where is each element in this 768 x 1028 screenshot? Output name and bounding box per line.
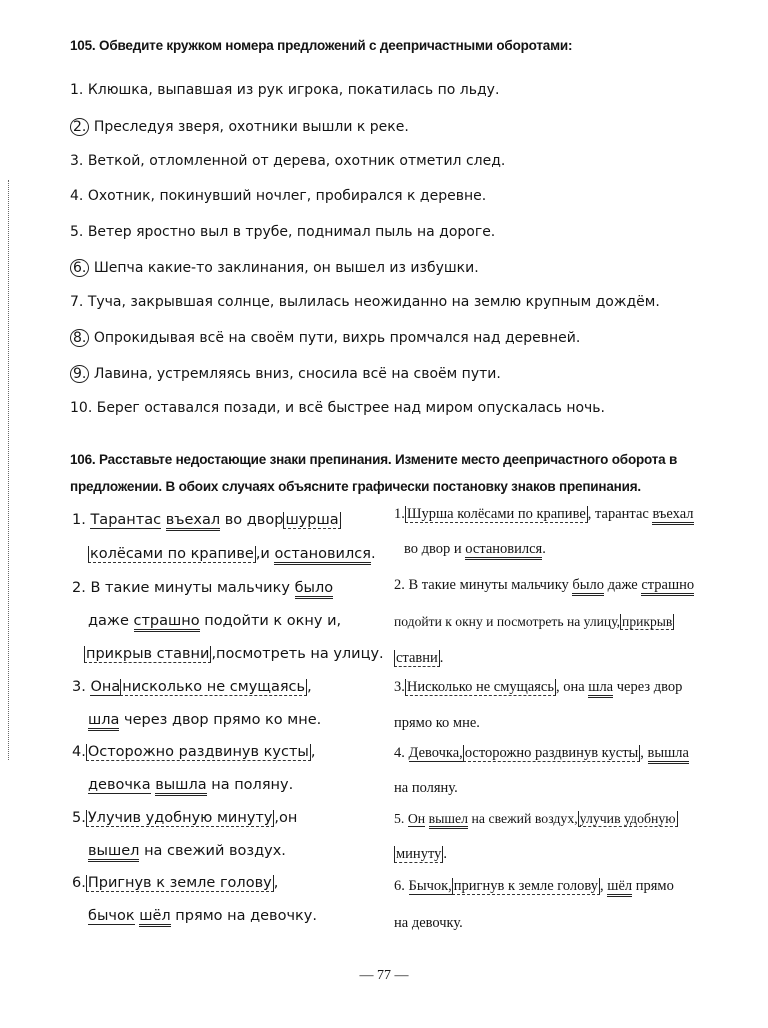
circled-number[interactable]: 6. [70, 259, 89, 277]
task-105-item [70, 400, 750, 416]
text: . [439, 650, 444, 666]
item-number[interactable]: 7. [70, 294, 84, 310]
text: во двор и [404, 541, 462, 557]
predicate: въехал [166, 512, 220, 531]
circled-number[interactable]: 9. [70, 365, 89, 383]
item-text: Туча, закрывшая солнце, вылилась неожиданно на землю крупным дождём. [87, 294, 660, 310]
predicate: шла [588, 679, 613, 698]
predicate: остановился [465, 541, 542, 560]
task-106-title [70, 446, 710, 500]
page-number: — 77 — [359, 968, 409, 983]
left-s3-line2 [88, 712, 408, 728]
text: . [542, 541, 546, 557]
text: ,и [255, 546, 270, 562]
subject: бычок [88, 908, 135, 924]
item-text: Лавина, устремляясь вниз, сносила всё на своём пути. [93, 366, 501, 382]
adverbial-phrase: осторожно раздвинув кусты [464, 745, 639, 761]
right-s1-line2 [404, 541, 754, 558]
text: . [370, 546, 376, 562]
text: подойти к окну и посмотреть на улицу, [394, 614, 621, 629]
item-text: Охотник, покинувший ночлег, пробирался к деревне. [87, 188, 487, 204]
text: . [443, 846, 447, 862]
text: поляну. [411, 780, 458, 796]
adverbial-phrase: Шурша колёсами по крапиве [406, 506, 586, 522]
adverbial-phrase: колёсами по крапиве [90, 546, 254, 562]
item-text: Веткой, отломленной от дерева, охотник отметил след. [87, 153, 506, 169]
item-number[interactable]: 4. [70, 188, 84, 204]
adverbial-phrase: Осторожно раздвинув кусты [87, 744, 309, 760]
text: , [600, 878, 604, 894]
left-s6-line2 [88, 908, 408, 924]
text: , [310, 744, 316, 760]
task-106-title-line1: 106. Расставьте недостающие знаки препинания. Измените место деепричастного оборота в [70, 452, 678, 467]
predicate: въехал [652, 506, 693, 525]
text: В такие минуты мальчику [408, 577, 569, 593]
task-105-title: 105. Обведите кружком номера предложений с деепричастными оборотами: [70, 38, 573, 53]
predicate: страшно [134, 613, 200, 632]
text: во двор [224, 512, 284, 528]
sentence-number: 6. [394, 878, 405, 894]
subject: Девочка, [408, 745, 463, 761]
task-105-item [70, 329, 750, 347]
text: , тарантас [587, 506, 649, 522]
right-s6-line2 [394, 915, 744, 932]
text: через двор [616, 679, 683, 695]
adverbial-phrase: прикрыв ставни [86, 646, 210, 662]
sentence-number: 2. [72, 580, 86, 596]
text: на свежий воздух, [471, 811, 578, 826]
adverbial-phrase: Пригнув к земле голову [87, 875, 272, 891]
left-s2-line3 [84, 646, 404, 662]
subject: Тарантас [90, 512, 162, 528]
item-text: Преследуя зверя, охотники вышли к реке. [93, 119, 409, 135]
text: даже [607, 577, 638, 593]
predicate: остановился [274, 546, 370, 565]
text: , она [555, 679, 585, 695]
subject: Бычок, [408, 878, 452, 894]
predicate: было [295, 580, 334, 599]
text: на поляну. [211, 777, 294, 793]
left-s4-line1 [72, 744, 392, 760]
right-s1-line1 [394, 506, 744, 523]
item-number[interactable]: 10. [70, 400, 93, 416]
text: В такие минуты мальчику [90, 580, 290, 596]
predicate: было [572, 577, 604, 596]
right-s5-line1 [394, 811, 744, 827]
task-105-item [70, 224, 750, 240]
item-number[interactable]: 1. [70, 82, 84, 98]
right-s6-line1 [394, 878, 744, 895]
adverbial-phrase: нисколько не смущаясь [122, 679, 306, 695]
sentence-number: 2. [394, 577, 405, 593]
text: на [394, 780, 409, 796]
item-text: Клюшка, выпавшая из рук игрока, покатилась по льду. [87, 82, 500, 98]
right-s3-line2 [394, 715, 744, 732]
text: , [307, 679, 312, 695]
adverbial-phrase: минуту [396, 846, 442, 862]
adverbial-phrase: Нисколько не смущаясь [406, 679, 554, 695]
text: прямо на девочку. [175, 908, 317, 924]
right-s4-line1 [394, 745, 744, 762]
predicate: вышел [429, 811, 468, 829]
left-s3-line1 [72, 679, 392, 695]
adverbial-phrase: прикрыв [622, 614, 673, 629]
sentence-number: 5. [394, 811, 405, 826]
sentence-number: 3. [72, 679, 86, 695]
sentence-number: 3. [394, 679, 405, 695]
right-s2-line2 [394, 614, 744, 630]
task-105-item [70, 118, 750, 136]
task-105-item [70, 188, 750, 204]
right-s3-line1 [394, 679, 744, 696]
item-text: Шепча какие-то заклинания, он вышел из избушки. [93, 260, 479, 276]
text: через двор прямо ко мне. [124, 712, 322, 728]
item-number[interactable]: 3. [70, 153, 84, 169]
sentence-number: 6. [72, 875, 86, 891]
left-s6-line1 [72, 875, 392, 891]
adverbial-phrase: Улучив удобную минуту [87, 810, 273, 826]
item-text: Берег оставался позади, и всё быстрее над миром опускалась ночь. [96, 400, 606, 416]
item-text: Опрокидывая всё на своём пути, вихрь промчался над деревней. [93, 330, 581, 346]
circled-number[interactable]: 8. [70, 329, 89, 347]
sentence-number: 1. [72, 512, 86, 528]
predicate: шёл [139, 908, 170, 927]
subject: Он [407, 811, 426, 826]
sentence-number: 4. [72, 744, 86, 760]
adverbial-phrase: шурша [285, 512, 339, 528]
adverbial-phrase: пригнув к земле голову [453, 878, 599, 894]
predicate: шёл [607, 878, 632, 897]
left-s1-line2 [88, 546, 408, 562]
task-105-item [70, 82, 750, 98]
task-105-item [70, 153, 750, 169]
text: ,посмотреть на улицу. [211, 646, 384, 662]
sentence-number: 4. [394, 745, 405, 761]
item-number[interactable]: 5. [70, 224, 84, 240]
sentence-number: 5. [72, 810, 86, 826]
predicate: вышла [648, 745, 689, 764]
adverbial-phrase: ставни [396, 650, 438, 666]
text: , [273, 875, 279, 891]
task-106-title-line2: предложении. В обоих случаях объясните графически постановку знаков препинания. [70, 479, 641, 494]
text: даже [88, 613, 129, 629]
left-s5-line1 [72, 810, 392, 826]
circled-number[interactable]: 2. [70, 118, 89, 136]
task-105-item [70, 259, 750, 277]
task-105-item [70, 294, 750, 310]
text: подойти к окну и, [204, 613, 342, 629]
task-105-item [70, 365, 750, 383]
left-s2-line2 [88, 613, 408, 629]
right-s4-line2 [394, 780, 744, 797]
adverbial-phrase: улучив удобную [579, 811, 676, 826]
left-s5-line2 [88, 843, 408, 859]
predicate: шла [88, 712, 119, 731]
subject: Она [90, 679, 121, 695]
right-s2-line1 [394, 577, 744, 594]
subject: девочка [88, 777, 151, 793]
sentence-number: 1. [394, 506, 405, 522]
text: , [640, 745, 644, 761]
text: на свежий воздух. [144, 843, 286, 859]
text: ,он [274, 810, 298, 826]
text: прямо [635, 878, 674, 894]
left-s2-line1 [72, 580, 392, 596]
right-s2-line3 [394, 650, 744, 667]
margin-line [8, 180, 9, 760]
right-s5-line2 [394, 846, 744, 863]
left-s1-line1 [72, 512, 392, 528]
left-s4-line2 [88, 777, 408, 793]
text: на девочку. [394, 915, 463, 931]
predicate: вышел [88, 843, 139, 862]
predicate: вышла [155, 777, 206, 796]
item-text: Ветер яростно выл в трубе, поднимал пыль на дороге. [87, 224, 496, 240]
text: прямо ко мне. [394, 715, 480, 731]
predicate: страшно [641, 577, 694, 596]
